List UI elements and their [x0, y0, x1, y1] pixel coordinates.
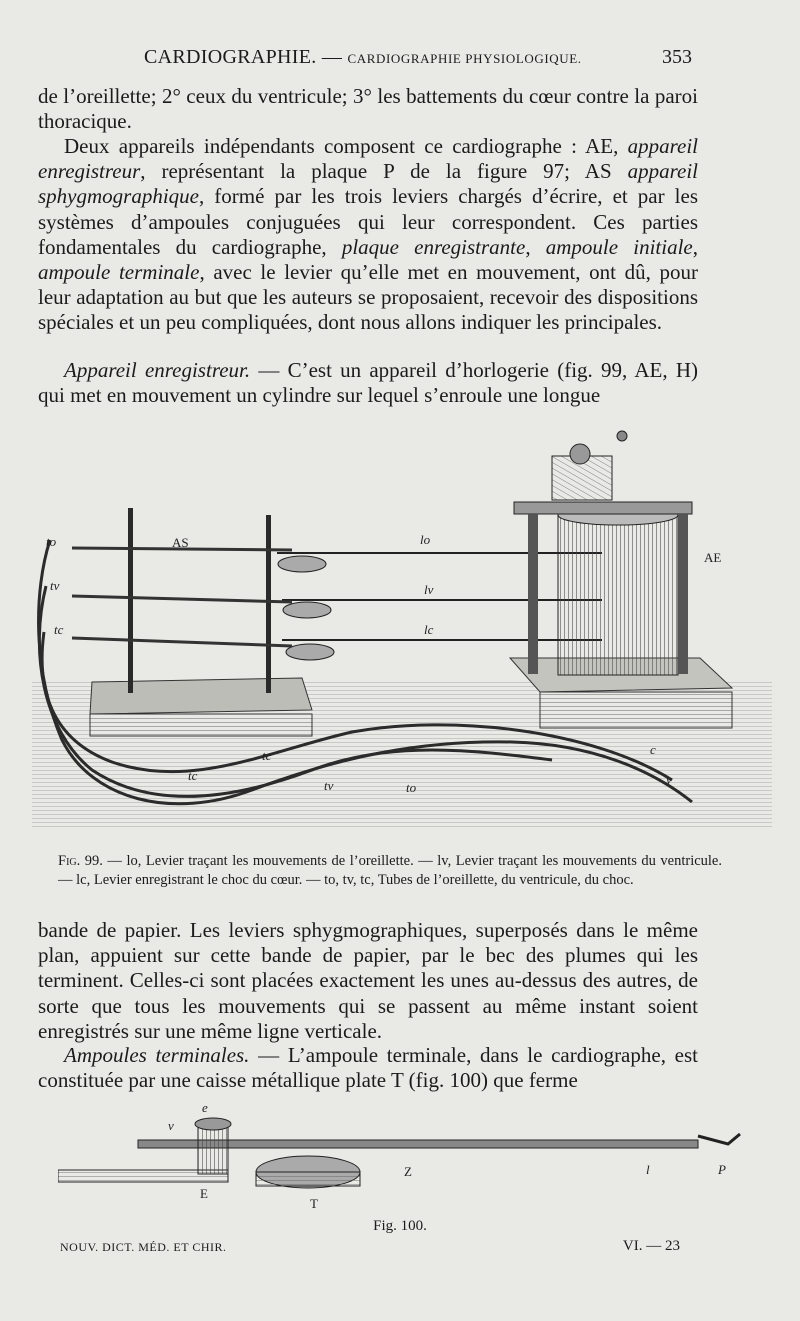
- arm-3: [72, 638, 292, 646]
- arm-2: [72, 596, 292, 602]
- label-tv: tv: [50, 578, 60, 593]
- stand-rod-1: [128, 508, 133, 693]
- fig100-label-e: e: [202, 1100, 208, 1115]
- running-title-main: CARDIOGRAPHIE. —: [144, 46, 348, 68]
- screw-e: [198, 1124, 228, 1174]
- label-to: to: [46, 534, 57, 549]
- pen-tip: [698, 1134, 740, 1144]
- figure-100-caption: Fig. 100.: [373, 1218, 427, 1234]
- label-tc-3: tc: [188, 768, 198, 783]
- fig100-label-v: v: [168, 1118, 174, 1133]
- running-title: [144, 46, 582, 69]
- label-tv-2: tv: [324, 778, 334, 793]
- label-tc-2: tc: [262, 748, 272, 763]
- fig100-label-E: E: [200, 1186, 208, 1201]
- paragraph-4: bande de papier. Les leviers sphygmographiques, superposés dans le même plan, appuient sur cette bande de papier, par le bec des plumes qui les terminent. Celles-ci sont placées exactement les unes au-dessus des autres, de sorte que tous les mouvements qui se passent au même instant soient enregistrés sur une même ligne verticale.: [38, 918, 698, 1043]
- figure-99-caption-text: — lo, Levier traçant les mouvements de l’oreillette. — lv, Levier traçant les mouvements du ventricule. — lc, Levier enregistrant le choc du cœur. — to, tv, tc, Tubes de l’oreillette, du ventricule, du choc.: [58, 853, 722, 888]
- label-tc: tc: [54, 622, 64, 637]
- fig100-label-P: P: [718, 1162, 726, 1177]
- tambour-3: [286, 644, 334, 660]
- figure-100-engraving: [58, 1100, 748, 1210]
- fig100-label-Z: Z: [404, 1164, 412, 1179]
- clockwork-wheel: [570, 444, 590, 464]
- recorder-post-right: [678, 514, 688, 674]
- label-c: c: [650, 742, 656, 757]
- recording-cylinder: [558, 515, 678, 675]
- stand-rod-2: [266, 515, 271, 693]
- label-ae: AE: [704, 550, 722, 565]
- label-lo: lo: [420, 532, 431, 547]
- paragraph-1: de l’oreillette; 2° ceux du ventricule; 3° les battements du cœur contre la paroi thoracique.: [38, 84, 698, 134]
- label-v: v: [666, 772, 672, 787]
- label-as: AS: [172, 535, 189, 550]
- left-base-plate: [90, 678, 312, 714]
- label-to-2: to: [406, 780, 417, 795]
- tambour-1: [278, 556, 326, 572]
- page-number: 353: [662, 46, 692, 68]
- paragraph-5: Ampoules terminales. — L’ampoule terminale, dans le cardiographe, est constituée par une caisse métallique plate T (fig. 100) que ferme: [38, 1043, 698, 1093]
- footer-signature: NOUV. DICT. MÉD. ET CHIR.: [60, 1240, 227, 1254]
- recorder-base-edge: [540, 692, 732, 728]
- section-heading-ampoules: Ampoules terminales.: [64, 1043, 250, 1067]
- recorder-frame-top: [514, 502, 692, 514]
- recorder-post-left: [528, 514, 538, 674]
- footer-volume-sheet: VI. — 23: [622, 1238, 680, 1254]
- fig100-label-l: l: [646, 1162, 650, 1177]
- page-header: [40, 46, 692, 74]
- label-lv: lv: [424, 582, 434, 597]
- label-lc: lc: [424, 622, 434, 637]
- screw-head: [195, 1118, 231, 1130]
- figure-99-caption-label: Fig. 99.: [58, 853, 103, 869]
- section-heading-appareil: Appareil enregistreur.: [64, 358, 251, 382]
- page-footer: [60, 1238, 680, 1258]
- paragraph-3: Appareil enregistreur. — C’est un appareil d’horlogerie (fig. 99, AE, H) qui met en mouvement un cylindre sur lequel s’enroule une longue: [38, 358, 698, 408]
- running-title-sub: CARDIOGRAPHIE PHYSIOLOGIQUE.: [347, 51, 582, 66]
- capsule-edge: [256, 1172, 360, 1186]
- winding-key: [617, 431, 627, 441]
- figure-99-engraving: [32, 410, 772, 850]
- left-base-edge: [90, 714, 312, 736]
- figure-99-caption: [58, 852, 722, 890]
- fig100-label-T: T: [310, 1196, 318, 1210]
- paragraph-2: Deux appareils indépendants composent ce cardiographe : AE, appareil enregistreur, représentant la plaque P de la figure 97; AS appareil sphygmographique, formé par les trois leviers chargés d’écrire, et par les systèmes d’ampoules conjuguées qui leur correspondent. Ces parties fondamentales du cardiographe, plaque enregistrante, ampoule initiale, ampoule terminale, avec le levier qu’elle met en mouvement, ont dû, pour leur adaptation au but que les auteurs se proposaient, recevoir des dispositions spéciales et un peu compliquées, dont nous allons indiquer les principales.: [38, 134, 698, 335]
- tambour-2: [283, 602, 331, 618]
